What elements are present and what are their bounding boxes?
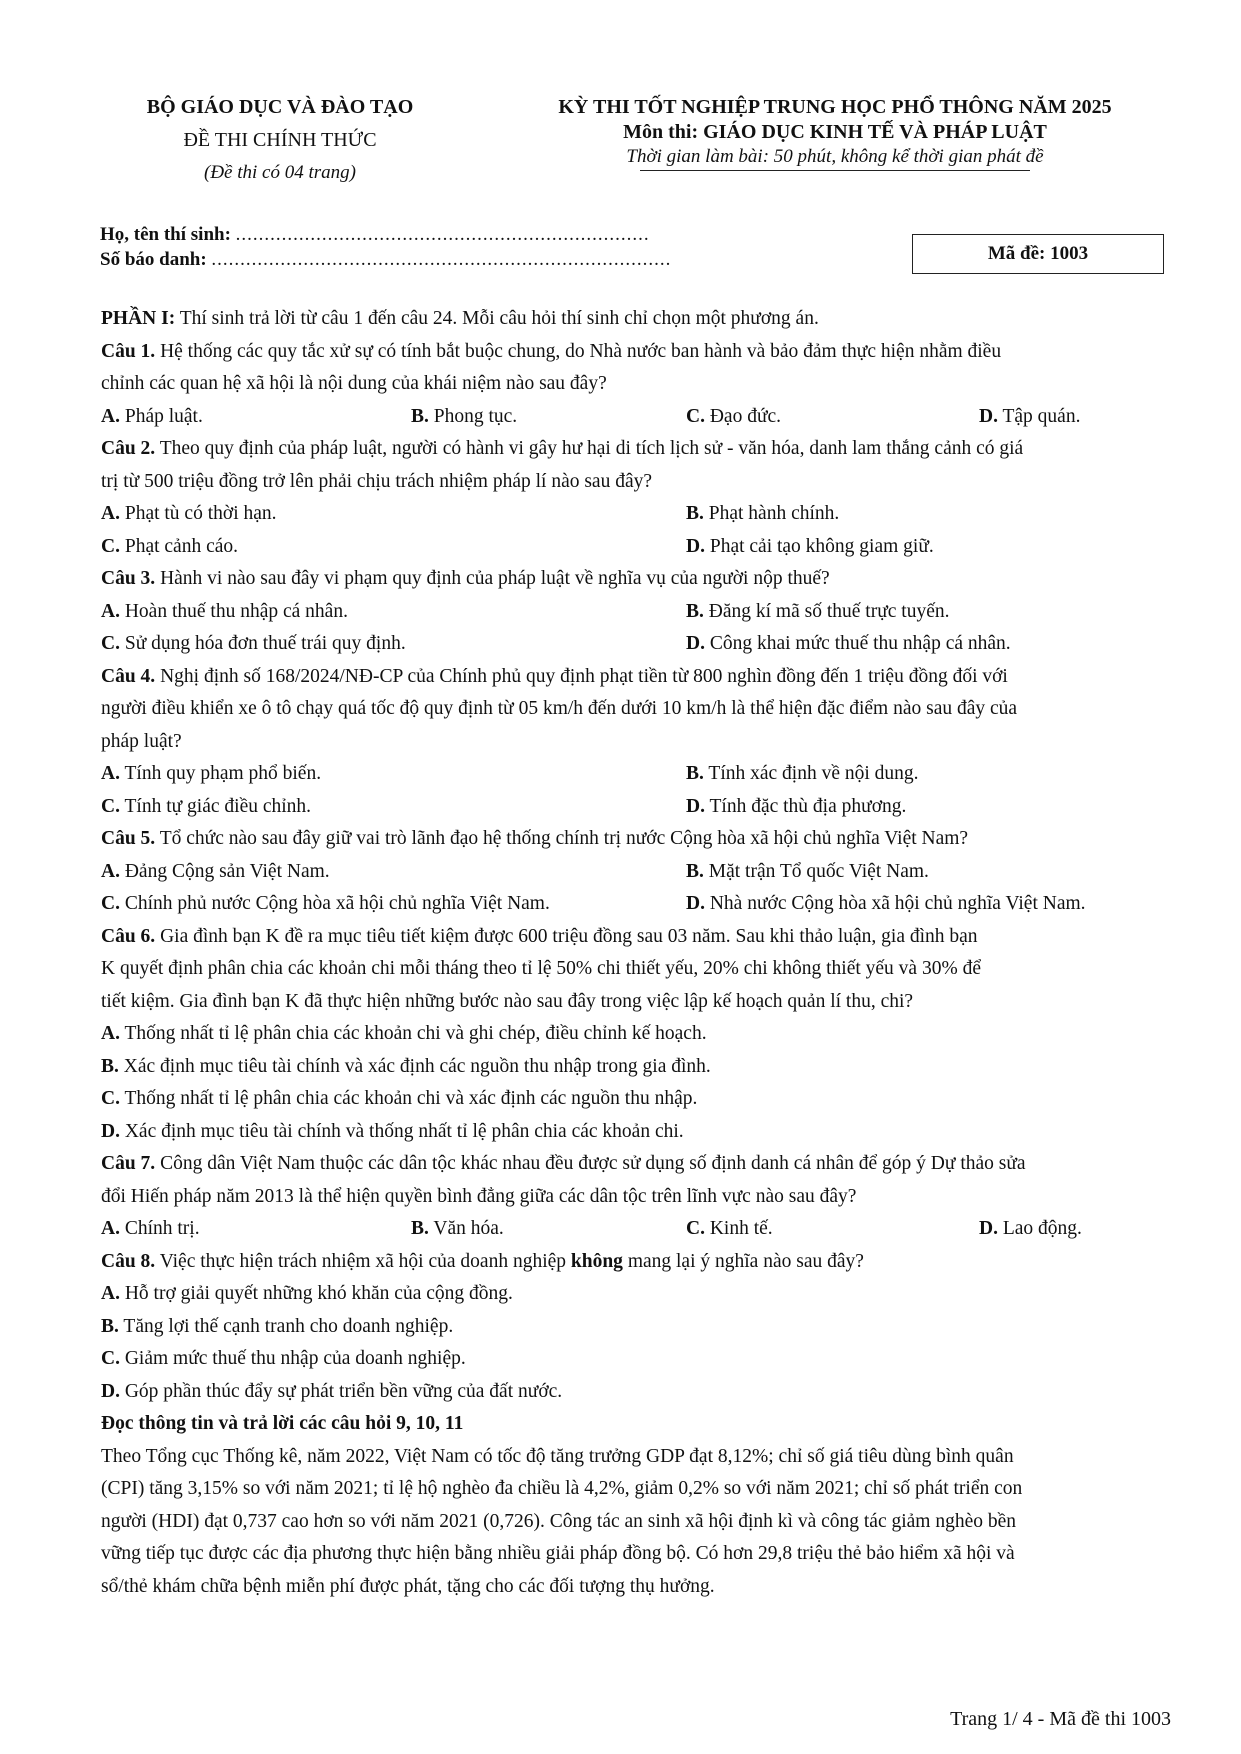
part1-instruction: PHẦN I: Thí sinh trả lời từ câu 1 đến câu 24. Mỗi câu hỏi thí sinh chỉ chọn một phương án. [101,308,819,329]
header-left [110,96,450,184]
option-c[interactable]: C. Thống nhất tỉ lệ phân chia các khoản chi và xác định các nguồn thu nhập. [101,1088,698,1109]
question-4: Câu 4. Nghị định số 168/2024/NĐ-CP của Chính phủ quy định phạt tiền từ 800 nghìn đồng đến 1 triệu đồng đối với người điều khiển xe ô tô chạy quá tốc độ quy định từ 05 km/h đến dưới 10 km/h là thể hiện đặc điểm nào sau đây của pháp luật? A. Tính quy phạm phổ biến. B. Tính xác định về nội dung. C. Tính tự giác điều chỉnh. D. Tính đặc thù địa phương. [101,661,1173,824]
answer-options [101,856,1173,889]
option-d[interactable]: D. Góp phần thúc đẩy sự phát triển bền vững của đất nước. [101,1380,563,1402]
reading-passage: Đọc thông tin và trả lời các câu hỏi 9, 10, 11 Theo Tổng cục Thống kê, năm 2022, Việt Nam có tốc độ tăng trưởng GDP đạt 8,12%; chỉ số giá tiêu dùng bình quân (CPI) tăng 3,15% so với năm 2021; tỉ lệ hộ nghèo đa chiều là 4,2%, giảm 0,2% so với năm 2021; chỉ số phát triển con người (HDI) đạt 0,737 cao hơn so với năm 2021 (0,726). Công tác an sinh xã hội định kì và công tác giảm nghèo bền vững tiếp tục được các địa phương thực hiện bằng nhiều giải pháp đồng bộ. Có hơn 29,8 triệu thẻ bảo hiểm xã hội và sổ/thẻ khám chữa bệnh miễn phí được phát, tặng cho các đối tượng thụ hưởng. [101,1408,1173,1603]
option-a[interactable]: A. Tính quy phạm phổ biến. [101,763,322,784]
option-a[interactable]: A. Hoàn thuế thu nhập cá nhân. [101,600,348,622]
time-underline [640,170,1030,171]
answer-options [101,1213,1173,1246]
page-footer: Trang 1/ 4 - Mã đề thi 1003 [950,1708,1171,1730]
question-2: Câu 2. Theo quy định của pháp luật, người có hành vi gây hư hại di tích lịch sử - văn hóa, danh lam thắng cảnh có giá trị từ 500 triệu đồng trở lên phải chịu trách nhiệm pháp lí nào sau đây? A. Phạt tù có thời hạn. B. Phạt hành chính. C. Phạt cảnh cáo. D. Phạt cải tạo không giam giữ. [101,433,1173,563]
option-b[interactable]: B. Phạt hành chính. [686,503,840,524]
option-b[interactable]: B. Đăng kí mã số thuế trực tuyến. [686,600,950,622]
answer-options [101,596,1173,629]
option-d[interactable]: D. Nhà nước Cộng hòa xã hội chủ nghĩa Việt Nam. [686,893,1086,914]
exam-content [101,303,1173,1603]
option-b[interactable]: B. Văn hóa. [411,1218,504,1239]
answer-options [101,498,1173,531]
option-b[interactable]: B. Phong tục. [411,405,518,427]
candidate-info [100,222,671,272]
option-d[interactable]: D. Tập quán. [979,405,1081,427]
official-label: ĐỀ THI CHÍNH THỨC [183,129,377,151]
option-d[interactable]: D. Tính đặc thù địa phương. [686,795,907,817]
name-label: Họ, tên thí sinh: [100,224,231,245]
option-a[interactable]: A. Hỗ trợ giải quyết những khó khăn của cộng đồng. [101,1283,513,1304]
question-3: Câu 3. Hành vi nào sau đây vi phạm quy định của pháp luật về nghĩa vụ của người nộp thuế? A. Hoàn thuế thu nhập cá nhân. B. Đăng kí mã số thuế trực tuyến. C. Sử dụng hóa đơn thuế trái quy định. D. Công khai mức thuế thu nhập cá nhân. [101,563,1173,661]
option-c[interactable]: C. Sử dụng hóa đơn thuế trái quy định. [101,633,406,654]
answer-options [101,401,1173,434]
exam-title: KỲ THI TỐT NGHIỆP TRUNG HỌC PHỔ THÔNG NĂM 2025 [558,96,1112,118]
option-b[interactable]: B. Mặt trận Tổ quốc Việt Nam. [686,860,929,882]
option-c[interactable]: C. Kinh tế. [686,1218,773,1239]
option-b[interactable]: B. Tăng lợi thế cạnh tranh cho doanh nghiệp. [101,1315,454,1337]
option-c[interactable]: C. Đạo đức. [686,405,782,427]
pages-note: (Đề thi có 04 trang) [204,162,356,183]
option-d[interactable]: D. Công khai mức thuế thu nhập cá nhân. [686,633,1011,654]
name-field[interactable]: ........................................................................ [235,224,650,245]
exam-code-box: Mã đề: 1003 [912,234,1164,274]
id-field[interactable]: ................................................................................ [211,249,672,270]
answer-options [101,531,1173,564]
option-b[interactable]: B. Tính xác định về nội dung. [686,763,919,784]
answer-options [101,758,1173,791]
option-a[interactable]: A. Đảng Cộng sản Việt Nam. [101,860,330,882]
subject-title: Môn thi: GIÁO DỤC KINH TẾ VÀ PHÁP LUẬT [623,121,1047,143]
id-label: Số báo danh: [100,249,207,270]
option-c[interactable]: C. Chính phủ nước Cộng hòa xã hội chủ nghĩa Việt Nam. [101,893,550,914]
option-b[interactable]: B. Xác định mục tiêu tài chính và xác định các nguồn thu nhập trong gia đình. [101,1055,711,1077]
option-c[interactable]: C. Tính tự giác điều chỉnh. [101,795,312,817]
option-a[interactable]: A. Phạt tù có thời hạn. [101,503,277,524]
ministry-name: BỘ GIÁO DỤC VÀ ĐÀO TẠO [146,96,414,118]
option-d[interactable]: D. Phạt cải tạo không giam giữ. [686,535,934,557]
option-a[interactable]: A. Thống nhất tỉ lệ phân chia các khoản chi và ghi chép, điều chỉnh kế hoạch. [101,1023,707,1044]
answer-options [101,791,1173,824]
answer-options [101,628,1173,661]
option-c[interactable]: C. Giảm mức thuế thu nhập của doanh nghiệp. [101,1348,466,1369]
option-a[interactable]: A. Pháp luật. [101,405,203,427]
question-5: Câu 5. Tổ chức nào sau đây giữ vai trò lãnh đạo hệ thống chính trị nước Cộng hòa xã hội chủ nghĩa Việt Nam? A. Đảng Cộng sản Việt Nam. B. Mặt trận Tổ quốc Việt Nam. C. Chính phủ nước Cộng hòa xã hội chủ nghĩa Việt Nam. D. Nhà nước Cộng hòa xã hội chủ nghĩa Việt Nam. [101,823,1173,921]
option-d[interactable]: D. Xác định mục tiêu tài chính và thống nhất tỉ lệ phân chia các khoản chi. [101,1120,684,1142]
question-1: Câu 1. Hệ thống các quy tắc xử sự có tính bắt buộc chung, do Nhà nước ban hành và bảo đảm thực hiện nhằm điều chỉnh các quan hệ xã hội là nội dung của khái niệm nào sau đây? A. Pháp luật. B. Phong tục. C. Đạo đức. D. Tập quán. [101,336,1173,434]
question-7: Câu 7. Công dân Việt Nam thuộc các dân tộc khác nhau đều được sử dụng số định danh cá nhân để góp ý Dự thảo sửa đổi Hiến pháp năm 2013 là thể hiện quyền bình đẳng giữa các dân tộc trên lĩnh vực nào sau đây? A. Chính trị. B. Văn hóa. C. Kinh tế. D. Lao động. [101,1148,1173,1246]
reading-heading: Đọc thông tin và trả lời các câu hỏi 9, 10, 11 [101,1413,464,1434]
question-6: Câu 6. Gia đình bạn K đề ra mục tiêu tiết kiệm được 600 triệu đồng sau 03 năm. Sau khi thảo luận, gia đình bạn K quyết định phân chia các khoản chi mỗi tháng theo tỉ lệ 50% chi thiết yếu, 20% chi không thiết yếu và 30% để tiết kiệm. Gia đình bạn K đã thực hiện những bước nào sau đây trong việc lập kế hoạch quản lí thu, chi? A. Thống nhất tỉ lệ phân chia các khoản chi và ghi chép, điều chỉnh kế hoạch. B. Xác định mục tiêu tài chính và xác định các nguồn thu nhập trong gia đình. C. Thống nhất tỉ lệ phân chia các khoản chi và xác định các nguồn thu nhập. D. Xác định mục tiêu tài chính và thống nhất tỉ lệ phân chia các khoản chi. [101,921,1173,1149]
header-right [500,96,1170,171]
option-d[interactable]: D. Lao động. [979,1218,1082,1239]
question-8: Câu 8. Việc thực hiện trách nhiệm xã hội của doanh nghiệp không mang lại ý nghĩa nào sau đây? A. Hỗ trợ giải quyết những khó khăn của cộng đồng. B. Tăng lợi thế cạnh tranh cho doanh nghiệp. C. Giảm mức thuế thu nhập của doanh nghiệp. D. Góp phần thúc đẩy sự phát triển bền vững của đất nước. [101,1246,1173,1409]
exam-time: Thời gian làm bài: 50 phút, không kể thời gian phát đề [626,146,1044,167]
option-c[interactable]: C. Phạt cảnh cáo. [101,535,239,557]
answer-options [101,888,1173,921]
option-a[interactable]: A. Chính trị. [101,1218,200,1239]
